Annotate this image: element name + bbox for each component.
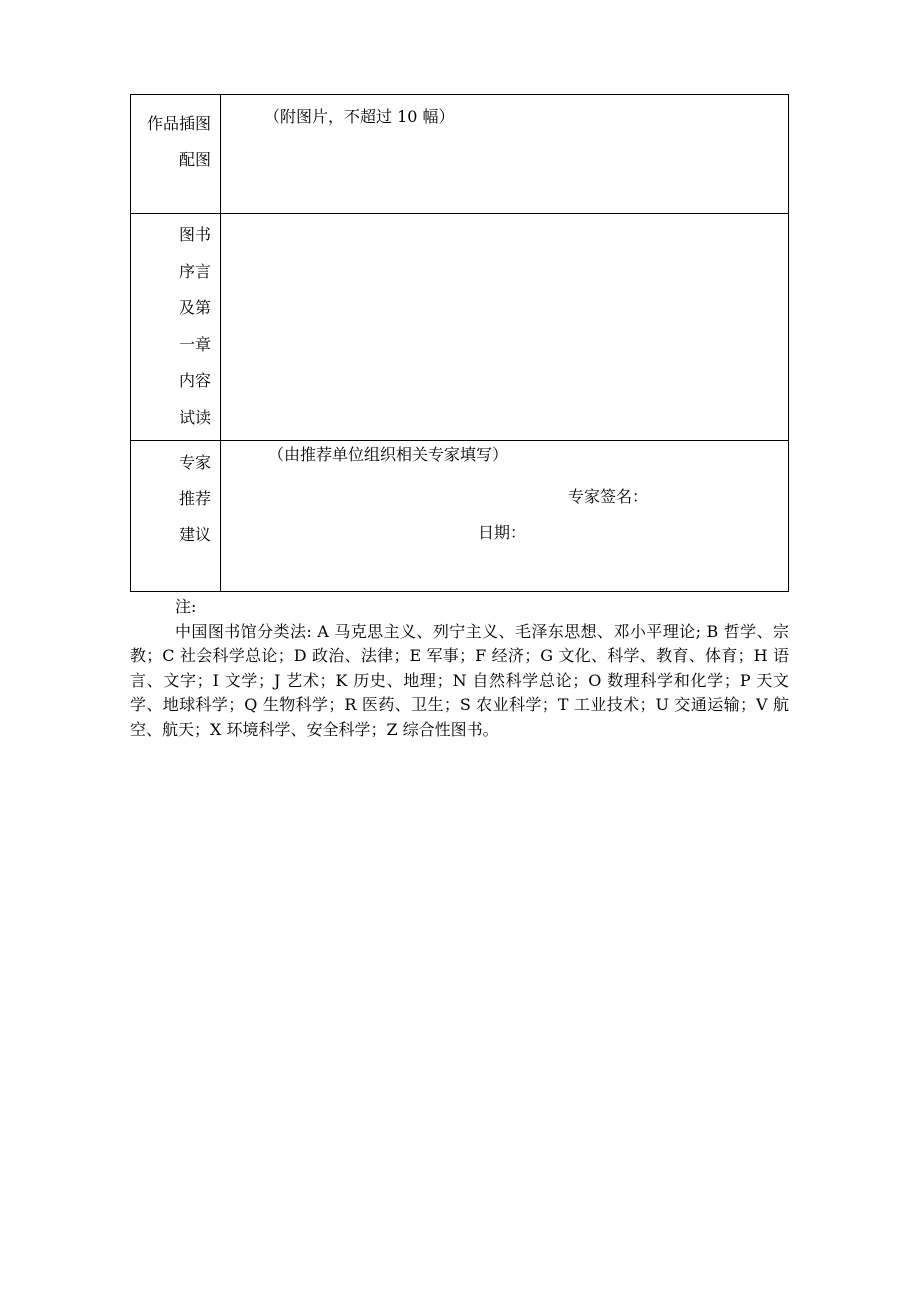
preface-label-line-4: 一章 (178, 334, 211, 354)
expert-signature-label: 专家签名： (568, 487, 649, 506)
expert-hint: （由推荐单位组织相关专家填写） (268, 445, 509, 464)
expert-label-line-1: 专家 (178, 453, 211, 472)
expert-label-cell (131, 441, 221, 592)
illustrations-label-cell (131, 95, 221, 214)
recommendation-form-table (130, 94, 789, 592)
preface-label-line-6: 试读 (178, 407, 211, 427)
preface-label-line-5: 内容 (178, 371, 211, 390)
preface-label-line-2: 序言 (178, 261, 211, 281)
preface-label-cell (131, 214, 221, 441)
expert-label-line-3: 建议 (178, 525, 211, 544)
expert-content-cell[interactable] (221, 441, 789, 592)
date-label: 日期： (478, 523, 527, 542)
illustrations-label-line-2: 配图 (178, 150, 211, 169)
preface-trial-reading-row (131, 214, 789, 441)
notes-title: 注: (175, 597, 197, 616)
notes-section (130, 595, 789, 742)
preface-content-cell[interactable] (221, 214, 789, 441)
preface-label-line-1: 图书 (178, 225, 211, 244)
classification-note: 中国图书馆分类法: A 马克思主义、列宁主义、毛泽东思想、邓小平理论; B 哲学、宗教；C 社会科学总论；D 政治、法律；E 军事；F 经济；G 文化、科学、教育、体育；H 语言、文字；I 文学；J 艺术；K 历史、地理；N 自然科学总论；O 数理科学和化学；P 天文学、地球科学；Q 生物科学；R 医药、卫生；S 农业科学；T 工业技术；U 交通运输；V 航空、航天；X 环境科学、安全科学；Z 综合性图书。 (130, 621, 789, 739)
illustrations-hint: （附图片，不超过 10 幅） (264, 107, 455, 126)
illustrations-label-line-1: 作品插图 (146, 114, 211, 133)
illustrations-row (131, 95, 789, 214)
preface-label-line-3: 及第 (178, 298, 211, 317)
expert-label-line-2: 推荐 (178, 489, 211, 508)
expert-recommendation-row (131, 441, 789, 592)
illustrations-content-cell[interactable] (221, 95, 789, 214)
